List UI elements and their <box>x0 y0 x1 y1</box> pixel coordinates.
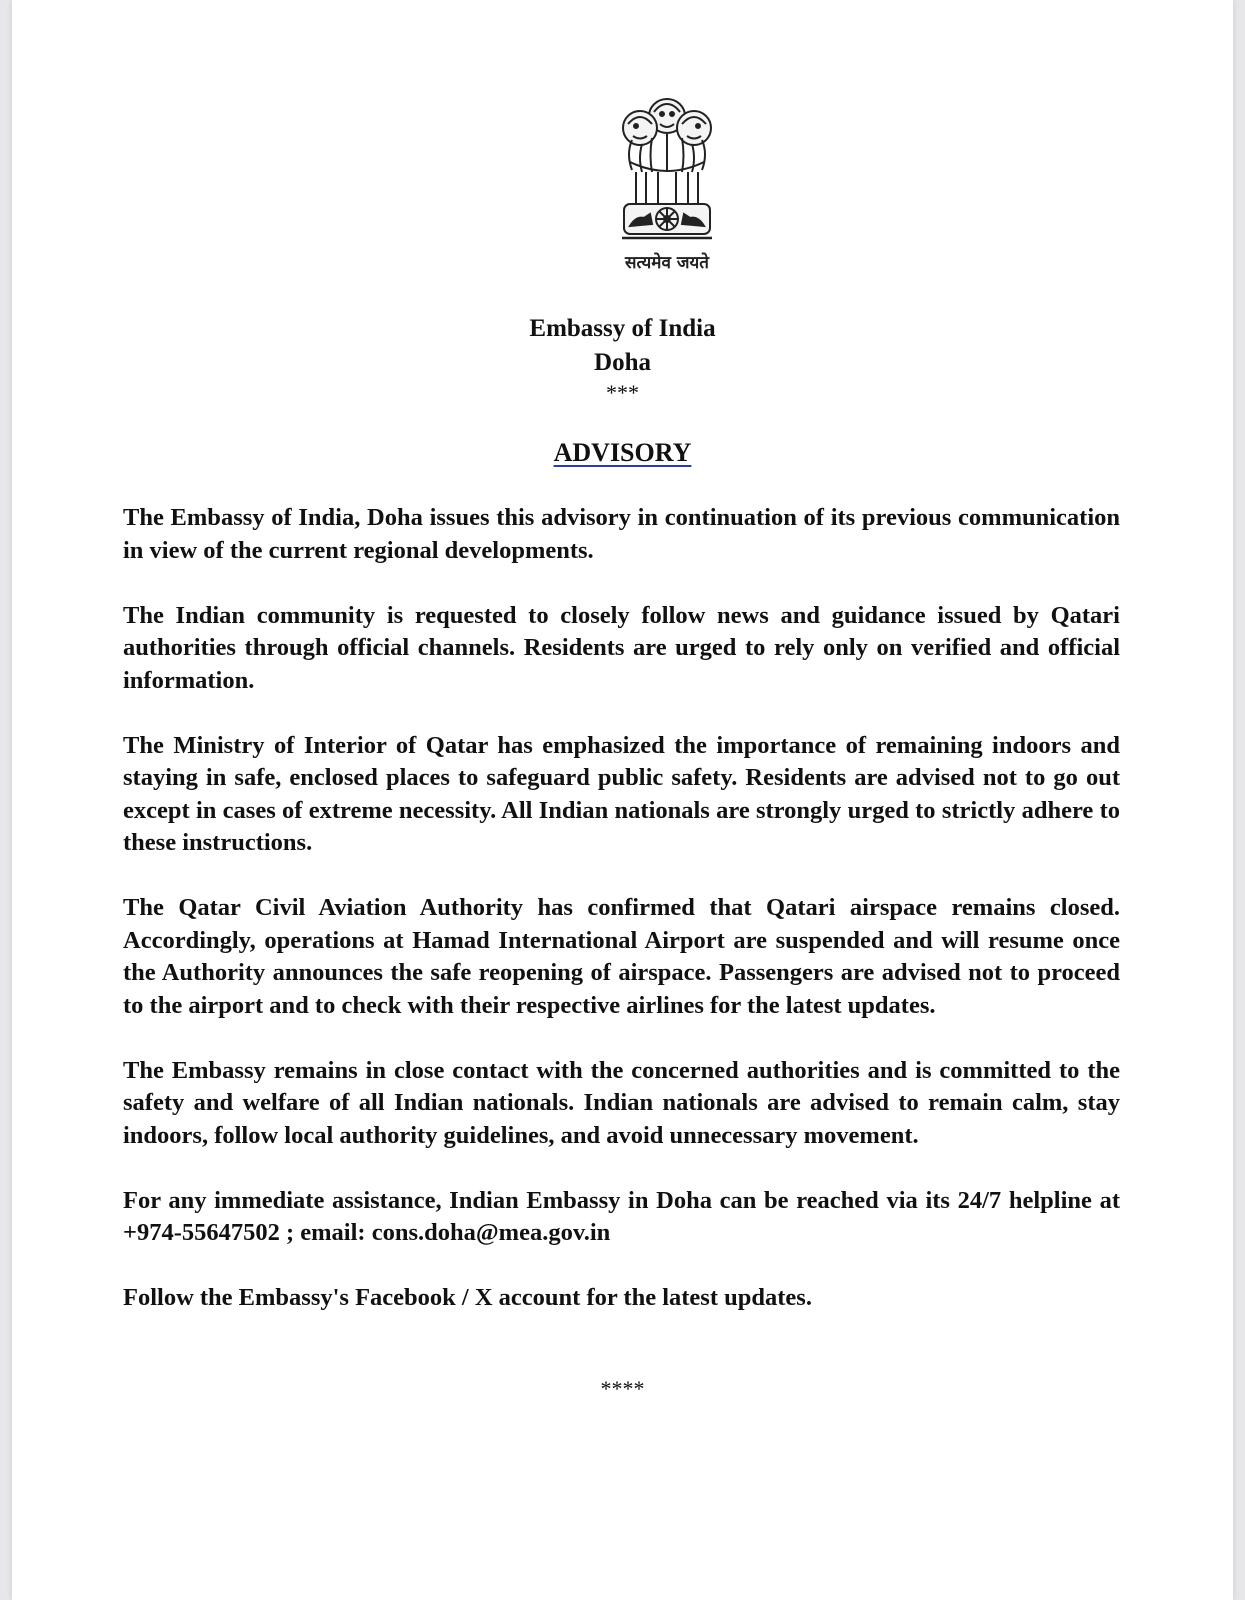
paragraph-follow-guidance: The Indian community is requested to closely follow news and guidance issued by Qatari authorities through official channels. Residents are urged to rely only on verified and official information. <box>123 601 1120 694</box>
document-header <box>12 312 1233 406</box>
paragraph-helpline: For any immediate assistance, Indian Embassy in Doha can be reached via its 24/7 helpline at +974-55647502 ; email: cons.doha@mea.gov.in <box>123 1186 1120 1246</box>
paragraph-embassy-contact: The Embassy remains in close contact with the concerned authorities and is committed to the safety and welfare of all Indian nationals. Indian nationals are advised to remain calm, stay indoors, follow local authority guidelines, and avoid unnecessary movement. <box>123 1056 1120 1149</box>
paragraph-intro: The Embassy of India, Doha issues this advisory in continuation of its previous communication in view of the current regional developments. <box>123 504 1120 564</box>
state-emblem <box>602 92 732 282</box>
state-emblem-icon <box>602 92 732 252</box>
paragraph-airspace-closed: The Qatar Civil Aviation Authority has confirmed that Qatari airspace remains closed. Accordingly, operations at Hamad International Airport are suspended and will resume once the Authority announces the safe reopening of airspace. Passengers are advised not to proceed to the airport and to check with their respective airlines for the latest updates. <box>123 894 1120 1019</box>
advisory-title: ADVISORY <box>553 438 692 467</box>
footer-separator: **** <box>600 1376 645 1401</box>
document-title <box>12 438 1233 468</box>
paragraph-social-updates: Follow the Embassy's Facebook / X account for the latest updates. <box>123 1284 812 1311</box>
organization-name: Embassy of India <box>529 315 716 342</box>
paragraph-stay-indoors: The Ministry of Interior of Qatar has emphasized the importance of remaining indoors and staying in safe, enclosed places to safeguard public safety. Residents are advised not to go out except in cases of extreme necessity. All Indian nationals are strongly urged to strictly adhere to these instructions. <box>123 731 1120 856</box>
city-name: Doha <box>594 349 651 376</box>
header-separator: *** <box>606 380 639 405</box>
emblem-motto: सत्यमेव जयते <box>625 253 709 273</box>
advisory-body <box>123 502 1120 1347</box>
advisory-document-page <box>12 0 1233 1600</box>
